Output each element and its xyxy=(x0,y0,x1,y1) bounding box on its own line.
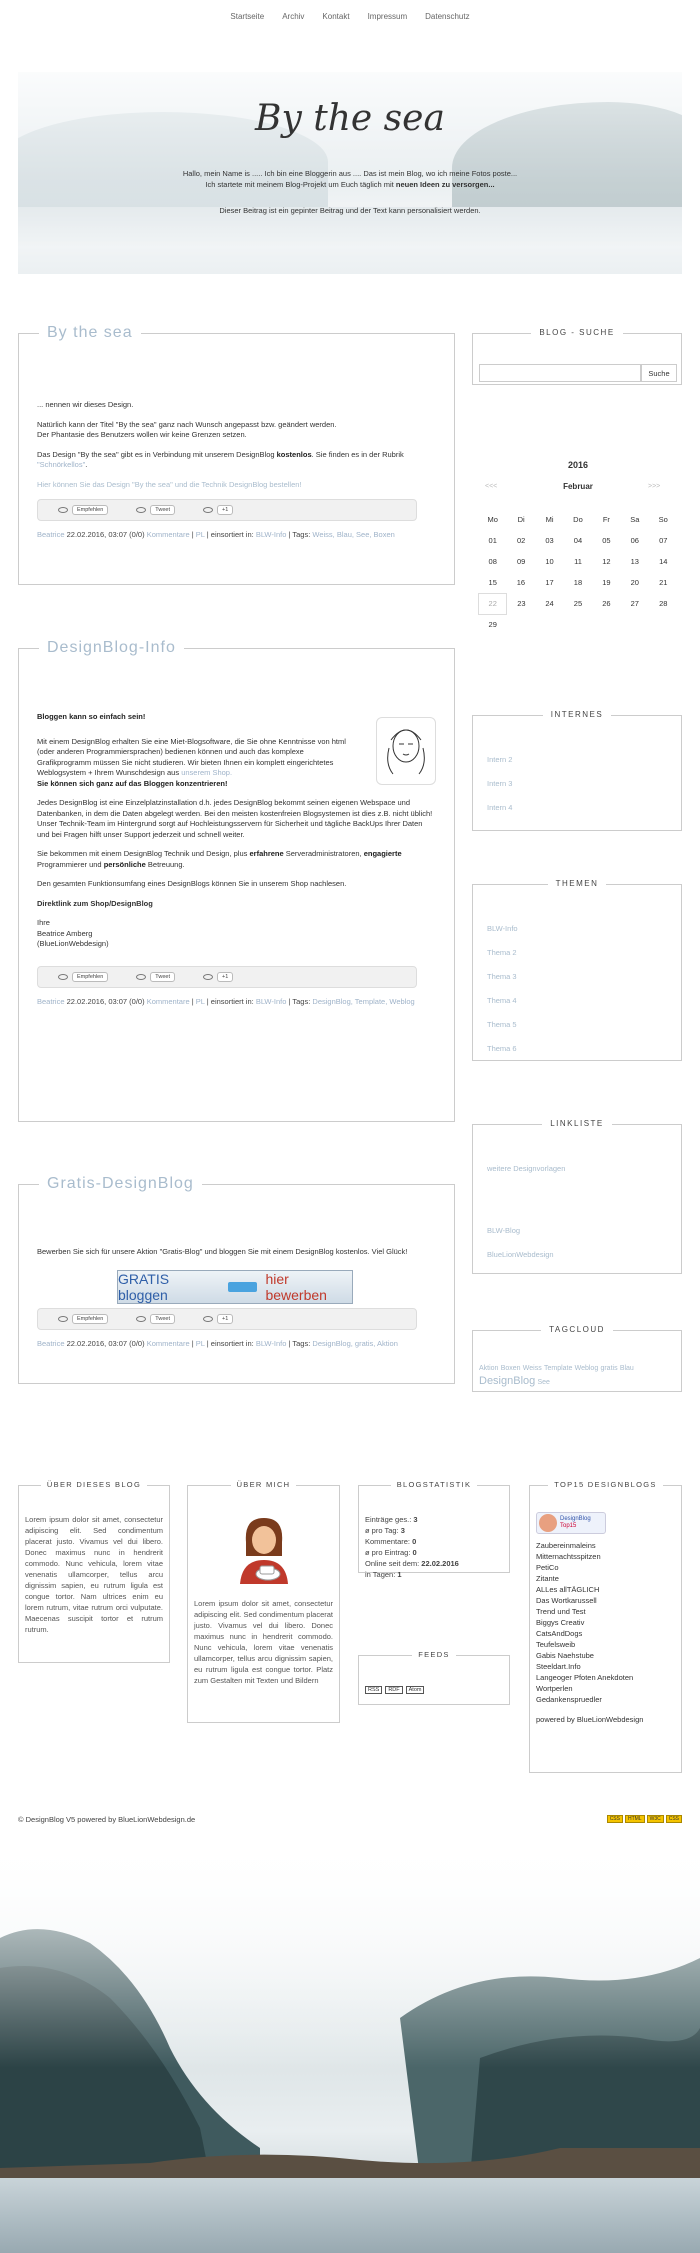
post-title[interactable]: By the sea xyxy=(39,324,141,342)
hero-intro-line1: Hallo, mein Name is ..... Ich bin eine Bloggerin aus .... Das ist mein Blog, wo ich meine Fotos poste... xyxy=(182,169,518,178)
top15-item[interactable]: Das Wortkarussell xyxy=(536,1596,597,1605)
top15-item[interactable]: Trend und Test xyxy=(536,1607,586,1616)
top15-item[interactable]: Biggys Creativ xyxy=(536,1618,585,1627)
post-meta: Beatrice 22.02.2016, 03:07 (0/0) Kommentare | PL | einsortiert in: BLW-Info | Tags: DesignBlog, Template, Weblog xyxy=(37,996,415,1006)
themen-item[interactable]: Thema 6 xyxy=(487,1044,517,1053)
css-badge[interactable]: CSS xyxy=(607,1815,623,1823)
hero-intro-line2: Ich startete mit meinem Blog-Projekt um Euch täglich mit neuen Ideen zu versorgen... xyxy=(205,180,495,189)
gratis-banner[interactable]: GRATIS bloggen hier bewerben xyxy=(117,1270,353,1304)
top15-item[interactable]: ALLes allTÄGLICH xyxy=(536,1585,600,1594)
themen-item[interactable]: Thema 5 xyxy=(487,1020,517,1029)
share-bar xyxy=(37,966,417,988)
w3c-badge[interactable]: W3C xyxy=(647,1815,664,1823)
top15-item[interactable]: CatsAndDogs xyxy=(536,1629,583,1638)
background-landscape-photo xyxy=(0,1848,700,2253)
tweet-button[interactable]: Tweet xyxy=(150,972,175,982)
eye-icon xyxy=(136,974,146,980)
tag[interactable]: Blau xyxy=(619,1365,634,1372)
calendar-today[interactable]: 22 xyxy=(479,593,507,614)
stats-box: BLOGSTATISTIK Einträge ges.: 3 ø pro Tag: 3 Kommentare: 0 ø pro Eintrag: 0 Online seit dem: 22.02.2016 in Tagen: 1 xyxy=(358,1485,510,1573)
post-designblog-info: DesignBlog-Info Bloggen kann so einfach sein! Mit einem DesignBlog erhalten Sie eine Miet-Blogsoftware, die Sie ohne Kenntnisse von html (oder anderen Programmiersprachen) bedienen können und auch das komplexe Grafikprogramm müssen Sie nicht studieren. Wir bieten Ihnen ein komplett eingerichtetes Weblogsystem + Ihrem Wunschdesign aus unserem Shop. Sie können sich ganz auf das Bloggen konzentrieren! Jedes DesignBlog ist eine Einzelplatzinstallation d.h. jedes DesignBlog bekommt seinen eigenen Webspace und Datenbanken, in dem die Daten abgelegt werden. Bei den meisten kostenfreien Blogsystemen ist dies z.B. nicht üblich! Unser Technik-Team im Hintergrund sorgt auf Hochleistungsservern für Sicherheit und tägliche BackUps Ihrer Daten und bei Fragen hilft unser Support jederzeit und schnell weiter. Sie bekommen mit einem DesignBlog Technik und Design, plus erfahrene Serveradministratoren, engagierte Programmierer und persönliche Betreuung. Den gesamten Funktionsumfang eines DesignBlogs können Sie in unserem Shop nachlesen. Direktlink zum Shop/DesignBlog Ihre Beatrice Amberg (BlueLionWebdesign) Empfehlen Tweet +1 Beatrice 22.02.2016, 03:07 (0/0) Kommentare | PL | einsortiert in: BLW-Info | Tags: DesignBlog, Template, Weblog xyxy=(18,648,455,1122)
calendar-week: 15 16 17 18 19 20 21 xyxy=(488,577,668,587)
stat-row: Online seit dem: 22.02.2016 xyxy=(365,1559,459,1568)
calendar-week: 22 23 24 25 26 27 28 xyxy=(479,593,678,614)
avatar xyxy=(232,1512,296,1586)
calendar-weekdays: Mo Di Mi Do Fr Sa So xyxy=(487,515,668,524)
share-bar xyxy=(37,1308,417,1330)
internes-item[interactable]: Intern 2 xyxy=(487,755,513,764)
tweet-button[interactable]: Tweet xyxy=(150,1314,175,1324)
nav-startseite[interactable]: Startseite xyxy=(230,12,265,21)
recommend-button[interactable]: Empfehlen xyxy=(72,505,108,515)
stat-row: ø pro Tag: 3 xyxy=(365,1526,405,1535)
tag[interactable]: DesignBlog xyxy=(479,1375,536,1387)
top15-powered[interactable]: powered by BlueLionWebdesign xyxy=(536,1715,644,1724)
tag[interactable]: Weiss xyxy=(522,1365,542,1372)
copyright: © DesignBlog V5 powered by BlueLionWebdesign.de xyxy=(18,1815,196,1824)
share-bar xyxy=(37,499,417,521)
linkliste-item[interactable]: BlueLionWebdesign xyxy=(487,1250,554,1259)
nav-datenschutz[interactable]: Datenschutz xyxy=(425,12,470,21)
nav-impressum[interactable]: Impressum xyxy=(367,12,408,21)
linkliste-box: LINKLISTE weitere Designvorlagen BLW-Blog BlueLionWebdesign xyxy=(472,1124,682,1274)
tag[interactable]: Template xyxy=(543,1365,573,1372)
internes-item[interactable]: Intern 4 xyxy=(487,803,513,812)
themen-item[interactable]: Thema 3 xyxy=(487,972,517,981)
tag[interactable]: See xyxy=(537,1379,550,1386)
top15-item[interactable]: Teufelsweib xyxy=(536,1640,576,1649)
plus-one-button[interactable]: +1 xyxy=(217,972,233,982)
calendar-week: 29 xyxy=(488,620,497,630)
html-badge[interactable]: HTML xyxy=(625,1815,645,1823)
hero-banner xyxy=(18,72,682,274)
stat-row: Kommentare: 0 xyxy=(365,1537,417,1546)
rdf-badge[interactable]: RDF xyxy=(385,1686,402,1694)
post-meta: Beatrice 22.02.2016, 03:07 (0/0) Kommentare | PL | einsortiert in: BLW-Info | Tags: DesignBlog, gratis, Aktion xyxy=(37,1338,398,1348)
post-meta: Beatrice 22.02.2016, 03:07 (0/0) Kommentare | PL | einsortiert in: BLW-Info | Tags: Weiss, Blau, See, Boxen xyxy=(37,530,395,539)
top15-item[interactable]: Zitante xyxy=(536,1574,559,1583)
tag[interactable]: Aktion xyxy=(479,1365,499,1372)
top15-item[interactable]: Wortperlen xyxy=(536,1684,573,1693)
calendar-month: Februar xyxy=(563,482,593,491)
blog-title: By the sea xyxy=(255,98,445,139)
post-gratis-designblog: Gratis-DesignBlog Bewerben Sie sich für unsere Aktion "Gratis-Blog" und bloggen Sie mit einem DesignBlog kostenlos. Viel Glück! GRATIS bloggen hier bewerben Empfehlen Tweet +1 Beatrice 22.02.2016, 03:07 (0/0) Kommentare | PL | einsortiert in: BLW-Info | Tags: DesignBlog, gratis, Aktion xyxy=(18,1184,455,1384)
about-blog-box: ÜBER DIESES BLOG Lorem ipsum dolor sit amet, consectetur adipiscing elit. Sed condimentum placerat justo. Vivamus vel dui libero. Donec maximus nunc in hendrerit commodo. Nunc vehicula, lorem vitae venenatis ullamcorper, tellus arcu dignissim sapien, eu rutrum ligula est congue tortor. Nam ultrices enim eu lorem rutrum, vitae rutrum orci vulputate. Maecenas suscipit tortor et rutrum rutrum. xyxy=(18,1485,170,1663)
calendar-grid xyxy=(478,509,678,635)
search-input[interactable] xyxy=(479,364,641,382)
nav-archiv[interactable]: Archiv xyxy=(282,12,305,21)
rss-badge[interactable]: RSS xyxy=(365,1686,382,1694)
stat-row: Einträge ges.: 3 xyxy=(365,1515,418,1524)
search-title: BLOG - SUCHE xyxy=(531,328,622,337)
feeds-box: FEEDS RSS RDF Atom xyxy=(358,1655,510,1705)
tagcloud-box: TAGCLOUD Aktion Boxen Weiss Template Weblog gratis Blau DesignBlog See xyxy=(472,1330,682,1392)
calendar-week: 01 02 03 04 05 06 07 xyxy=(488,536,668,545)
search-button[interactable]: Suche xyxy=(641,364,677,382)
top15-item[interactable]: Steeldart.Info xyxy=(536,1662,581,1671)
arrow-right-icon xyxy=(228,1282,257,1292)
calendar-prev[interactable]: <<< xyxy=(485,483,498,490)
about-me-box: ÜBER MICH Lorem ipsum dolor sit amet, consectetur adipiscing elit. Sed condimentum placerat justo. Vivamus vel dui libero. Donec maximus nunc in hendrerit commodo. Nunc vehicula, lorem vitae venenatis ullamcorper, tellus arcu dignissim sapien, eu rutrum ligula est congue tortor. Platz zum Gestalten mit Texten und Bildern xyxy=(187,1485,340,1723)
order-design-link[interactable]: Hier können Sie das Design "By the sea" und die Technik DesignBlog bestellen! xyxy=(37,479,302,489)
themen-item[interactable]: BLW-Info xyxy=(487,924,518,933)
top15-logo[interactable]: DesignBlog Top15 xyxy=(536,1512,606,1534)
top15-item[interactable]: Langeoger Pfoten Anekdoten xyxy=(536,1673,634,1682)
calendar-year: 2016 xyxy=(567,460,589,470)
post-by-the-sea: By the sea ... nennen wir dieses Design. Natürlich kann der Titel "By the sea" ganz nach Wunsch angepasst bzw. geändert werden. Der Phantasie des Benutzers wollen wir keine Grenzen setzen. Das Design "By the sea" gibt es in Verbindung mit unserem DesignBlog kostenlos. Sie finden es in der Rubrik "Schnörkellos". Hier können Sie das Design "By the sea" und die Technik DesignBlog bestellen! Empfehlen Tweet +1 Beatrice 22.02.2016, 03:07 (0/0) Kommentare | PL | einsortiert in: BLW-Info | Tags: Weiss, Blau, See, Boxen xyxy=(18,333,455,585)
linkliste-item[interactable]: BLW-Blog xyxy=(487,1226,521,1235)
validator-badges xyxy=(607,1815,682,1823)
eye-icon xyxy=(58,974,68,980)
avatar-icon xyxy=(539,1514,557,1532)
tag[interactable]: Boxen xyxy=(500,1365,521,1372)
themen-item[interactable]: Thema 2 xyxy=(487,948,517,957)
eye-icon xyxy=(203,1316,213,1322)
recommend-button[interactable]: Empfehlen xyxy=(72,972,108,982)
eye-icon xyxy=(136,507,146,513)
stat-row: ø pro Eintrag: 0 xyxy=(365,1548,417,1557)
eye-icon xyxy=(136,1316,146,1322)
eye-icon xyxy=(58,1316,68,1322)
shop-link[interactable]: unserem Shop. xyxy=(181,768,233,777)
tweet-button[interactable]: Tweet xyxy=(150,505,175,515)
top15-item[interactable]: Gedankenspruedler xyxy=(536,1695,602,1704)
top-nav xyxy=(0,0,700,30)
tag[interactable]: gratis xyxy=(600,1365,618,1372)
direct-shop-link[interactable]: Direktlink zum Shop/DesignBlog xyxy=(37,898,153,908)
tag[interactable]: Weblog xyxy=(574,1365,599,1372)
calendar-week: 08 09 10 11 12 13 14 xyxy=(488,557,668,566)
schnoerkellos-link[interactable]: "Schnörkellos" xyxy=(37,460,86,469)
hero-intro-line3: Dieser Beitrag ist ein gepinter Beitrag und der Text kann personalisiert werden. xyxy=(219,206,481,215)
top15-item[interactable]: PetiCo xyxy=(536,1563,559,1572)
nav-kontakt[interactable]: Kontakt xyxy=(322,12,350,21)
stat-row: in Tagen: 1 xyxy=(365,1570,402,1579)
plus-one-button[interactable]: +1 xyxy=(217,1314,233,1324)
eye-icon xyxy=(58,507,68,513)
post-title[interactable]: DesignBlog-Info xyxy=(39,639,184,657)
plus-one-button[interactable]: +1 xyxy=(217,505,233,515)
top15-item[interactable]: Gabis Naehstube xyxy=(536,1651,594,1660)
calendar-next[interactable]: >>> xyxy=(648,483,661,490)
portrait-sketch xyxy=(376,717,436,785)
linkliste-item[interactable]: weitere Designvorlagen xyxy=(487,1164,566,1173)
css-badge[interactable]: CSS xyxy=(666,1815,682,1823)
eye-icon xyxy=(203,507,213,513)
top15-item[interactable]: Mitternachtsspitzen xyxy=(536,1552,601,1561)
atom-badge[interactable]: Atom xyxy=(406,1686,425,1694)
themen-box: THEMEN BLW-Info Thema 2 Thema 3 Thema 4 Thema 5 Thema 6 xyxy=(472,884,682,1061)
top15-item[interactable]: Zaubereinmaleins xyxy=(536,1541,596,1550)
search-box xyxy=(472,328,682,385)
eye-icon xyxy=(203,974,213,980)
post-title[interactable]: Gratis-DesignBlog xyxy=(39,1175,202,1193)
top15-box: TOP15 DESIGNBLOGS DesignBlog Top15 Zaubereinmaleins Mitternachtsspitzen PetiCo Zitante ALLes allTÄGLICH Das Wortkarussell Trend und Test Biggys Creativ CatsAndDogs Teufelsweib Gabis Naehstube Steeldart.Info Langeoger Pfoten Anekdoten Wortperlen Gedankenspruedler powered by BlueLionWebdesign xyxy=(529,1485,682,1773)
themen-item[interactable]: Thema 4 xyxy=(487,996,517,1005)
recommend-button[interactable]: Empfehlen xyxy=(72,1314,108,1324)
internes-item[interactable]: Intern 3 xyxy=(487,779,513,788)
internes-box: INTERNES Intern 2 Intern 3 Intern 4 xyxy=(472,715,682,831)
